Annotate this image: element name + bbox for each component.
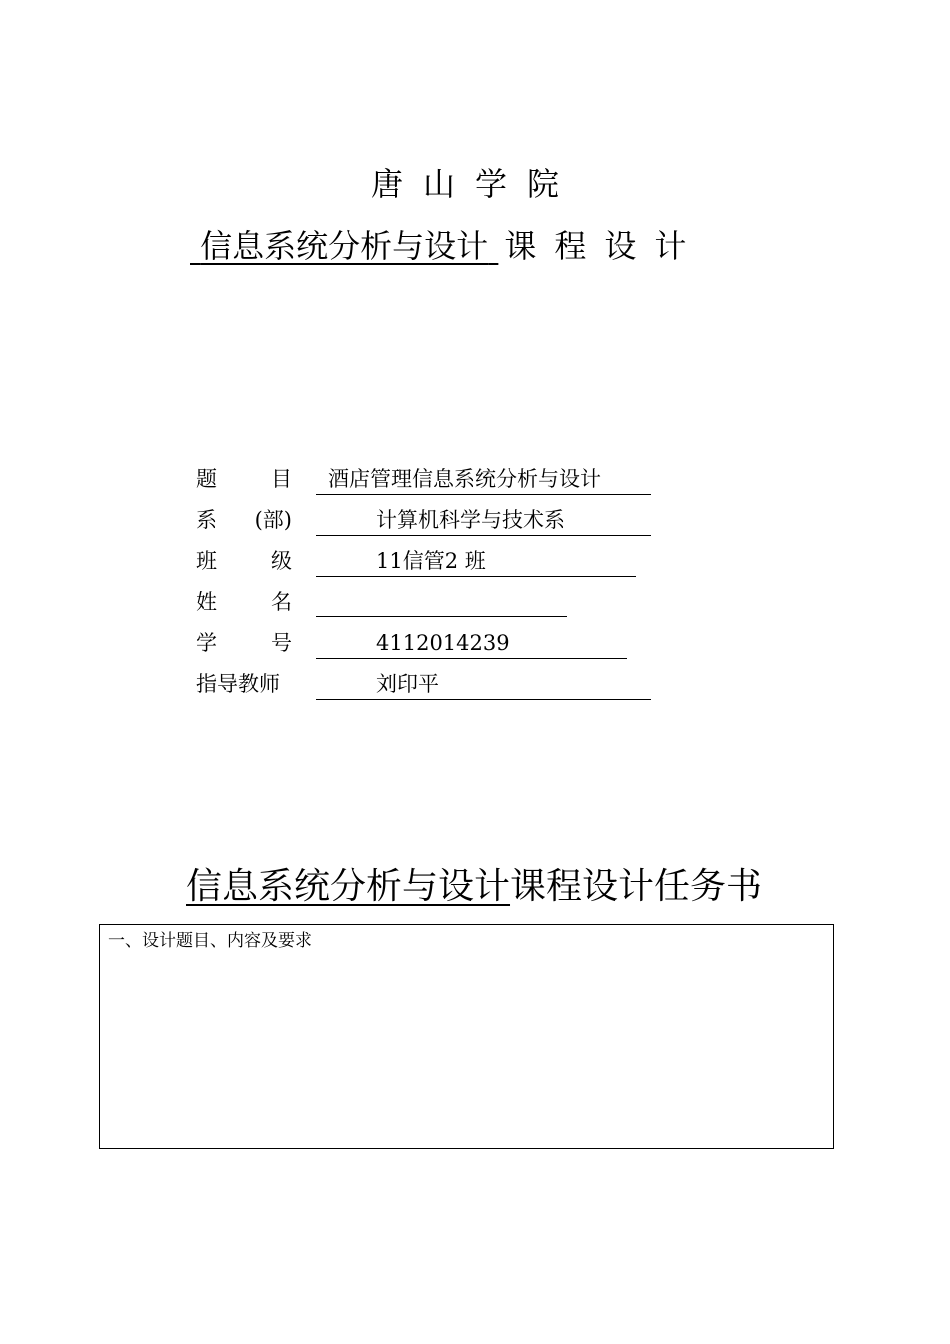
task-content-box [99, 924, 834, 1149]
advisor-label: 指导教师 [196, 672, 280, 696]
student-id-value: 4112014239 [316, 628, 627, 659]
advisor-value: 刘印平 [316, 669, 651, 700]
topic-value: 酒店管理信息系统分析与设计 [316, 464, 651, 495]
department-value: 计算机科学与技术系 [316, 505, 651, 536]
name-label: 姓 名 [196, 590, 292, 614]
class-label: 班 级 [196, 549, 292, 573]
section-heading: 一、设计题目、内容及要求 [108, 931, 312, 951]
course-name: 信息系统分析与设计 [200, 227, 489, 265]
department-label: 系 (部) [196, 508, 292, 532]
task-book-course-name: 信息系统分析与设计 [186, 866, 511, 907]
course-design-title [190, 222, 704, 270]
task-book-title-rest: 课程设计任务书 [510, 866, 763, 907]
school-name: 唐山学院 [370, 165, 579, 203]
class-value: 11信管2 班 [316, 546, 636, 577]
task-book-title [186, 862, 762, 912]
student-id-label: 学 号 [196, 631, 292, 655]
topic-label: 题 目 [196, 467, 292, 491]
course-suffix: 课程设计 [504, 227, 705, 265]
name-value [316, 587, 567, 617]
